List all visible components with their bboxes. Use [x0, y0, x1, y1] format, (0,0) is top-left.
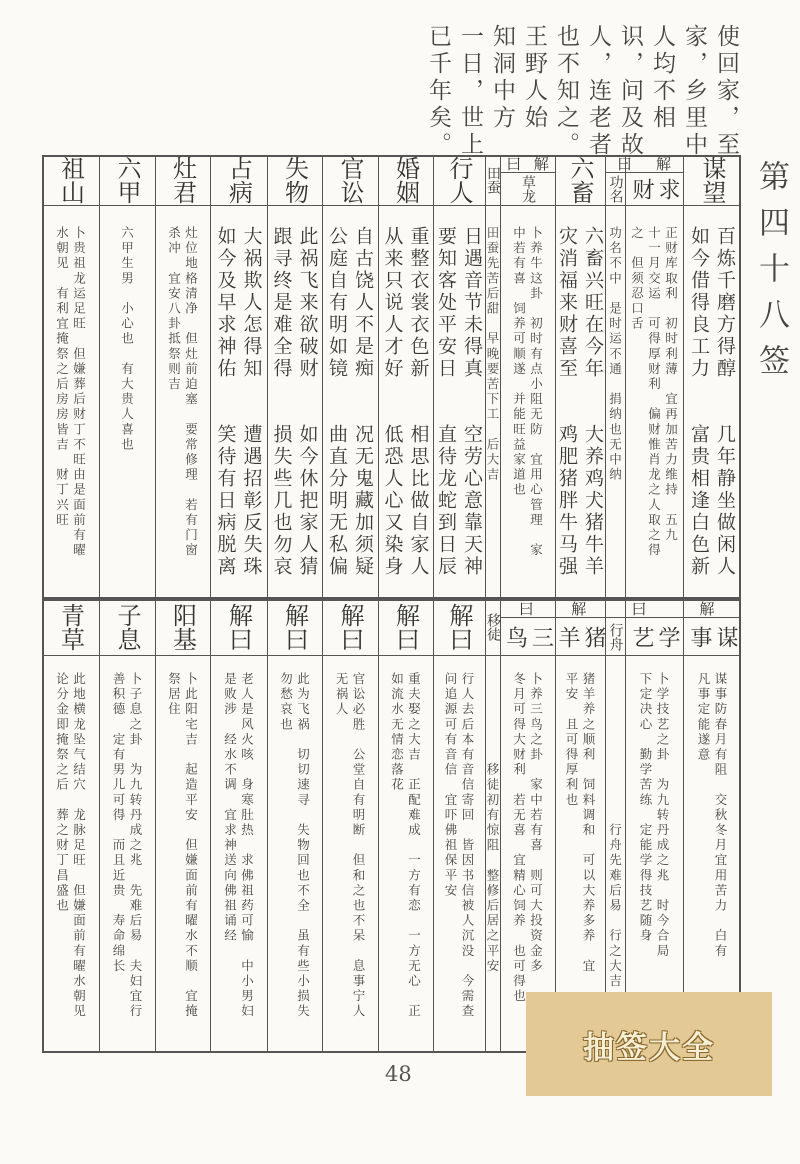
top-header-divider: [42, 205, 741, 206]
bottom-group-header: [500, 599, 605, 618]
top-cell-功名: [605, 226, 625, 593]
cell-text-line: 善积德 定有男儿可得 而且近贵 寿命绵长: [111, 672, 126, 974]
bottom-header-解曰: 解曰: [336, 603, 364, 651]
cell-text-line: 中若有喜 饲养可顺遂 并能旺益家道也: [511, 226, 527, 498]
bottom-cell-解曰: [433, 672, 485, 1047]
cell-text-line: 卜养三鸟之卦 家中若有喜 则可大投资金多: [528, 672, 544, 974]
watermark-logo: [526, 992, 772, 1096]
cell-text-line: 灶位地格清净 但灶前迫塞 要常修理 若有门窗: [183, 226, 199, 559]
cell-text-line: 灾消福来财喜至 鸡肥猪胖牛马强: [556, 226, 578, 578]
story-line: 知洞中方: [489, 24, 515, 132]
top-header-草龙: 草龙: [520, 175, 536, 203]
cell-text-line: 如今及早求神佑 笑待有日病脱离: [214, 226, 237, 578]
cell-text-line: 自古饶人不是痴 况无鬼藏加须疑: [352, 226, 374, 578]
header-label: 学艺: [629, 625, 680, 648]
cell-text-line: 田蚕先苦后甜 早晚要苦下工 后大吉: [485, 226, 500, 483]
top-header-功名: 功名: [607, 175, 624, 203]
bottom-cell-三鸟: [500, 672, 555, 1047]
top-header-祖山: 祖山: [56, 156, 85, 204]
story-line: 识，问及故: [617, 24, 643, 159]
group-header-char: 解: [655, 155, 671, 173]
cell-text-line: 卜贵祖龙运足旺 但嫌葬后财丁不旺由是面前有曜: [71, 226, 87, 559]
header-label: 求财: [629, 178, 680, 200]
header-label: 三鸟: [502, 625, 554, 648]
cell-text-line: 是败涉 经水不调 宜求神送向佛祖诵经: [222, 672, 238, 944]
cell-text-line: 从来只说人才好 低恐人心又染身: [381, 226, 404, 578]
cell-text-line: 平安 且可得厚利也: [564, 672, 579, 808]
cell-text-line: 十一月交运 可得厚财利 偏财惟肖龙之人取之得: [646, 226, 662, 559]
top-header-谋望: 谋望: [698, 156, 726, 204]
bottom-cell-解曰: [378, 672, 433, 1047]
cell-text-line: 之 但须忍口舌: [629, 226, 645, 332]
cell-text-line: 此地横龙坠气结穴 龙脉足旺 但嫌面前有曜水朝见: [71, 672, 87, 1020]
bottom-header-移徒: 移徒: [485, 613, 501, 641]
cell-text-line: 如今借得良工力 富贵相逢白色新: [688, 226, 710, 578]
group-header-char: 曰: [506, 155, 522, 173]
top-cell-祖山: [42, 226, 99, 593]
group-header-char: 解: [699, 599, 715, 618]
bottom-cell-解曰: [210, 672, 267, 1047]
bottom-header-子息: 子息: [113, 603, 141, 651]
cell-text-line: 大祸欺人怎得知 遭遇招彰反失珠: [240, 226, 263, 578]
cell-text-line: 凡事定能遂意: [696, 672, 711, 763]
header-label: 猪羊: [555, 625, 606, 648]
top-header-占病: 占病: [224, 156, 253, 204]
bottom-cell-阳基: [155, 672, 210, 1047]
header-label: 谋事: [687, 625, 738, 648]
bottom-cell-谋事: [683, 672, 741, 1047]
cell-text-line: 功名不中 是时运不通 捐纳也无中纳: [607, 226, 623, 483]
page-number: 48: [385, 1062, 412, 1086]
cell-text-line: 卜学技艺之卦 为九转丹成之兆 时今合局: [655, 672, 670, 959]
top-cell-婚姻: [378, 226, 433, 593]
top-header-失物: 失物: [280, 156, 309, 204]
cell-text-line: 卜养牛这卦 初时有点小阻无防 宜用心管理 家: [528, 226, 544, 559]
group-header-char: 曰: [631, 599, 647, 618]
top-group-header: [605, 155, 683, 173]
cell-text-line: 行舟先难后易 行之大吉: [607, 672, 623, 990]
watermark-text: 抽签大全: [583, 1029, 715, 1066]
bottom-header-学艺: [625, 618, 683, 655]
bottom-header-谋事: [683, 618, 741, 655]
top-cell-灶君: [155, 226, 210, 593]
bottom-header-阳基: 阳基: [168, 603, 197, 651]
bottom-cell-解曰: [322, 672, 378, 1047]
bottom-header-解曰: 解曰: [280, 603, 309, 651]
bottom-cell-青草: [42, 672, 99, 1047]
bottom-header-青草: 青草: [56, 603, 85, 651]
top-cell-田蚕: [485, 226, 500, 593]
top-cell-失物: [267, 226, 322, 593]
cell-text-line: 日遇音节未得真 空劳心意靠天神: [461, 226, 483, 578]
group-header-char: 曰: [518, 599, 534, 618]
bottom-cell-解曰: [267, 672, 322, 1047]
cell-text-line: 行人去后本有音信寄回 皆因书信被人沉没 今需查: [460, 672, 475, 1020]
cell-text-line: 论分金即掩祭之后 葬之财丁昌盛也: [54, 672, 70, 914]
story-line: 使回家，至: [713, 24, 739, 159]
bottom-header-解曰: 解曰: [224, 603, 253, 651]
cell-text-line: 水朝见 有利宜掩祭之后房房皆吉 财丁兴旺: [54, 226, 70, 528]
story-line: 一日，世上: [457, 24, 483, 159]
cell-text-line: 重夫娶之大吉 正配难成 一方有恋 一方无心 正: [406, 672, 422, 1020]
story-line: 王野人始: [521, 24, 547, 132]
top-cell-官讼: [322, 226, 378, 593]
top-cell-求财: [625, 226, 683, 593]
story-text: [416, 24, 742, 174]
cell-text-line: 公庭自有明如镜 曲直分明无私偏: [326, 226, 348, 578]
cell-text-line: 百炼千磨方得醇 几年静坐做闲人: [714, 226, 736, 578]
story-line: 家，乡里中: [681, 24, 707, 159]
story-line: 也不知之。: [553, 24, 579, 159]
group-header-char: 解: [533, 155, 549, 173]
bottom-header-divider: [42, 655, 741, 656]
top-header-六畜: 六畜: [566, 156, 594, 204]
story-line: 人，连老者: [585, 24, 611, 159]
cell-text-line: 猪羊养之顺利 饲料调和 可以大养多养 宜: [581, 672, 596, 974]
cell-text-line: 问追源可有音信 宜吓佛祖保平安: [443, 672, 458, 899]
bottom-cell-猪羊: [555, 672, 605, 1047]
bottom-cell-学艺: [625, 672, 683, 1047]
top-header-灶君: 灶君: [168, 156, 197, 204]
cell-text-line: 重整衣裳衣色新 相思比做自家人: [407, 226, 430, 578]
top-header-六甲: 六甲: [113, 156, 141, 204]
bottom-header-解曰: 解曰: [391, 603, 420, 651]
cell-text-line: 卜此阳宅吉 起造平安 但嫌面前有曜水不顺 宜掩: [183, 672, 199, 1020]
top-cell-占病: [210, 226, 267, 593]
top-header-田蚕: 田蚕: [485, 166, 501, 194]
bottom-group-header: [605, 599, 741, 618]
group-header-char: 解: [571, 599, 587, 618]
cell-text-line: 六畜兴旺在今年 大养鸡犬猪牛羊: [582, 226, 604, 578]
story-line: 已千年矣。: [425, 24, 451, 159]
cell-text-line: 无祸人: [334, 672, 349, 718]
top-header-婚姻: 婚姻: [391, 156, 420, 204]
bottom-header-猪羊: [555, 618, 605, 655]
cell-text-line: 如流水无情恋落花: [389, 672, 405, 793]
top-header-求财: [625, 173, 683, 205]
cell-text-line: 下定决心 勤学苦练 定能学得技艺随身: [638, 672, 653, 944]
bottom-header-解曰: 解曰: [445, 603, 473, 651]
cell-text-line: 跟寻终是难全得 损失些几也勿哀: [270, 226, 293, 578]
cell-text-line: 卜子息之卦 为九转丹成之兆 先难后易 夫妇宜行: [128, 672, 143, 1020]
cell-text-line: 祭居住: [166, 672, 182, 718]
top-cell-行人: [433, 226, 485, 593]
sign-title: 第四十八签: [753, 160, 789, 390]
cell-text-line: 老人是风火咳 身寒肚热 求佛祖药可愉 中小男妇: [239, 672, 255, 1020]
cell-text-line: 要知客处平安日 直待龙蛇到日辰: [435, 226, 457, 578]
top-header-行人: 行人: [445, 156, 473, 204]
cell-text-line: 杀冲 宜安八卦抵祭则吉: [166, 226, 182, 393]
cell-text-line: 此为飞祸 切切速寻 失物回也不全 虽有些小损失: [295, 672, 311, 1020]
group-header-char: 曰: [616, 155, 632, 173]
cell-text-line: 谋事防春月有阻 交秋冬月宜用苦力 白有: [713, 672, 728, 959]
cell-text-line: 六甲生男 小心也 有大贵人喜也: [119, 226, 135, 453]
story-line: 人均不相: [649, 24, 675, 132]
cell-text-line: 正财库取利 初时利薄 宜再加苦力维持 五九: [663, 226, 679, 544]
cell-text-line: 官讼必胜 公堂自有明断 但和之也不呆 息事宁人: [351, 672, 366, 1020]
top-cell-六甲: [99, 226, 155, 593]
top-cell-谋望: [683, 226, 741, 593]
top-group-header: [500, 155, 555, 173]
top-cell-草龙: [500, 226, 555, 593]
cell-text-line: 移徒初有惊阻 整修后居之平安: [485, 672, 500, 974]
cell-text-line: 勿愁哀也: [278, 672, 294, 733]
top-cell-六畜: [555, 226, 605, 593]
cell-text-line: 此祸飞来欲破财 如今休把家人猜: [296, 226, 319, 578]
bottom-header-行舟: 行舟: [607, 622, 624, 651]
top-header-官讼: 官讼: [336, 156, 364, 204]
cell-text-line: 冬月可得大财利 若无喜 宜精心饲养 也可得也: [511, 672, 527, 1005]
bottom-cell-行舟: [605, 672, 625, 1047]
bottom-cell-移徒: [485, 672, 500, 1047]
bottom-cell-子息: [99, 672, 155, 1047]
bottom-header-三鸟: [500, 618, 555, 655]
